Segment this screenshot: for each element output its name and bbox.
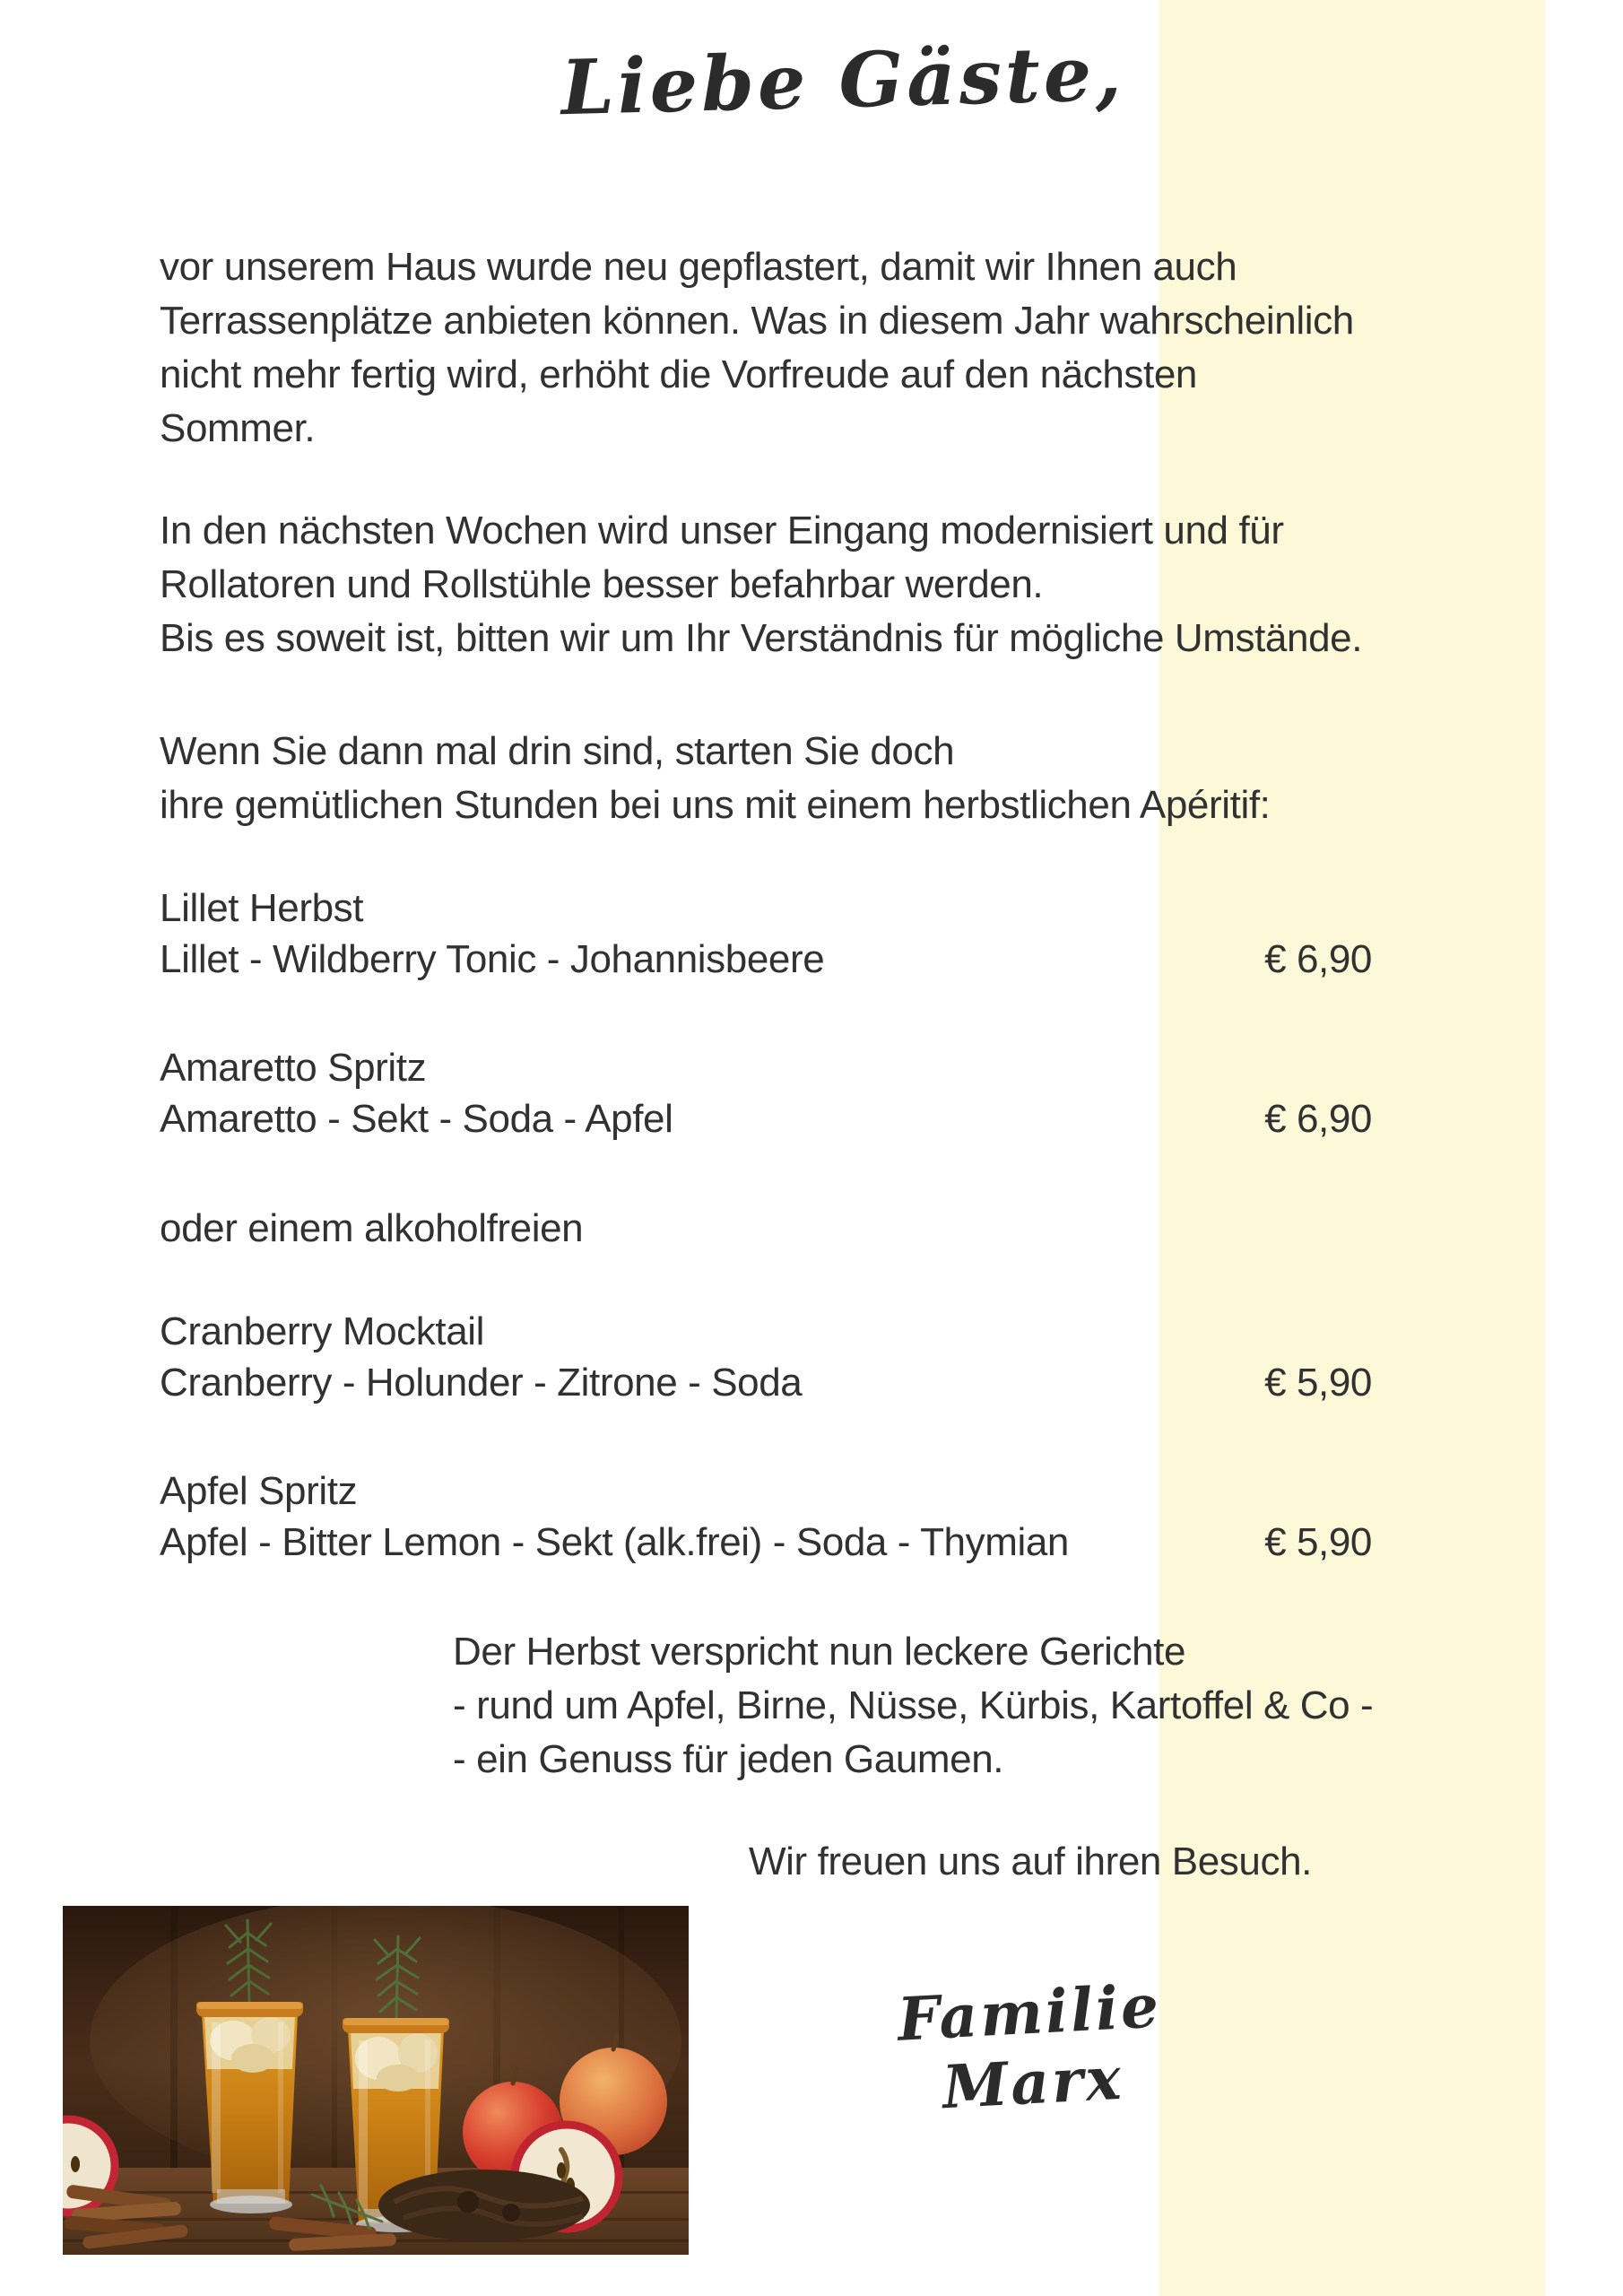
menu-item-name: Lillet Herbst	[160, 886, 364, 930]
menu-item-amaretto-spritz	[160, 1042, 1372, 1144]
menu-item-name: Apfel Spritz	[160, 1469, 358, 1513]
text-line: - rund um Apfel, Birne, Nüsse, Kürbis, Kartoffel & Co -	[453, 1683, 1374, 1727]
intro-paragraph-entrance	[160, 504, 1362, 665]
text-line: Der Herbst verspricht nun leckere Gerichte	[453, 1630, 1186, 1674]
text-line: Terrassenplätze anbieten können. Was in diesem Jahr wahrscheinlich	[160, 299, 1354, 343]
page-title: Liebe Gäste,	[560, 28, 1126, 133]
menu-item-row	[160, 934, 1372, 985]
autumn-apple-drinks-photo	[63, 1906, 689, 2255]
text-line: Wenn Sie dann mal drin sind, starten Sie doch	[160, 729, 955, 773]
menu-item-price: € 5,90	[1264, 1520, 1372, 1564]
signature: Familie Marx	[896, 1970, 1163, 2123]
menu-item-ingredients: Amaretto - Sekt - Soda - Apfel	[160, 1097, 673, 1141]
menu-item-lillet-herbst	[160, 883, 1372, 985]
menu-item-price: € 6,90	[1264, 937, 1372, 981]
menu-item-row	[160, 1357, 1372, 1408]
menu-item-ingredients: Lillet - Wildberry Tonic - Johannisbeere	[160, 937, 825, 981]
text-line: Bis es soweit ist, bitten wir um Ihr Verständnis für mögliche Umstände.	[160, 616, 1363, 660]
autumn-dishes-paragraph	[453, 1625, 1373, 1787]
menu-item-apfel-spritz	[160, 1465, 1372, 1568]
welcome-line: Wir freuen uns auf ihren Besuch.	[749, 1839, 1312, 1883]
text-line: Sommer.	[160, 406, 316, 450]
menu-item-row	[160, 1093, 1372, 1144]
intro-paragraph-terrace	[160, 240, 1354, 456]
text-line: vor unserem Haus wurde neu gepflastert, damit wir Ihnen auch	[160, 245, 1237, 289]
menu-item-ingredients: Apfel - Bitter Lemon - Sekt (alk.frei) - Soda - Thymian	[160, 1520, 1069, 1564]
text-line: nicht mehr fertig wird, erhöht die Vorfreude auf den nächsten	[160, 352, 1197, 396]
alcohol-free-note: oder einem alkoholfreien	[160, 1206, 584, 1250]
menu-item-name: Amaretto Spritz	[160, 1046, 427, 1090]
text-line: - ein Genuss für jeden Gaumen.	[453, 1737, 1004, 1781]
intro-paragraph-aperitif	[160, 725, 1271, 832]
drink-glass-left	[196, 2002, 303, 2213]
menu-item-ingredients: Cranberry - Holunder - Zitrone - Soda	[160, 1361, 803, 1405]
menu-item-price: € 5,90	[1264, 1361, 1372, 1405]
text-line: ihre gemütlichen Stunden bei uns mit einem herbstlichen Apéritif:	[160, 783, 1271, 827]
text-line: In den nächsten Wochen wird unser Eingang modernisiert und für	[160, 509, 1284, 552]
menu-item-row	[160, 1517, 1372, 1568]
wicker-decor	[378, 2170, 590, 2241]
menu-item-cranberry-mocktail	[160, 1306, 1372, 1408]
menu-item-price: € 6,90	[1264, 1097, 1372, 1141]
text-line: Rollatoren und Rollstühle besser befahrbar werden.	[160, 562, 1044, 606]
menu-item-name: Cranberry Mocktail	[160, 1309, 485, 1353]
